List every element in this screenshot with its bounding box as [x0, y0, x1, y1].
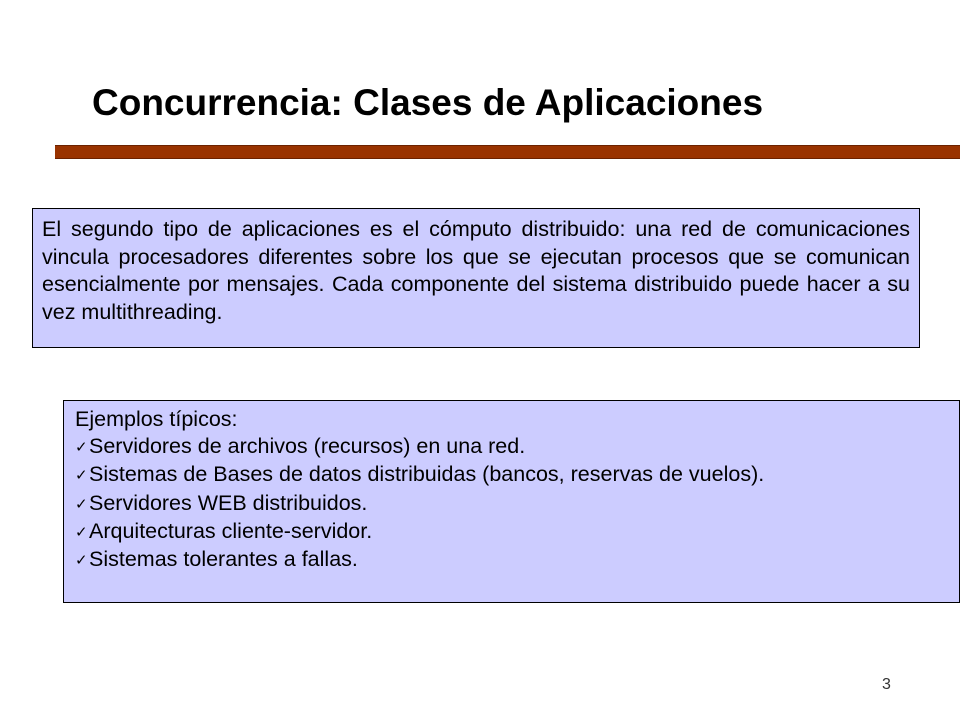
list-item-text: Sistemas de Bases de datos distribuidas (bancos, reservas de vuelos).	[89, 462, 765, 487]
intro-text-box	[32, 208, 920, 348]
checkmark-icon: ✓	[75, 523, 88, 541]
intro-paragraph: El segundo tipo de aplicaciones es el cómputo distribuido: una red de comunicaciones vincula procesadores diferentes sobre los que se ejecutan procesos que se comunican esencialmente por mensajes. Cada componente del sistema distribuido puede hacer a su vez multithreading.	[42, 217, 910, 324]
list-item	[75, 433, 951, 461]
list-item	[75, 518, 951, 546]
list-item-text: Arquitecturas cliente-servidor.	[89, 518, 373, 543]
checkmark-icon: ✓	[75, 495, 88, 513]
checkmark-icon: ✓	[75, 552, 88, 570]
list-item	[75, 490, 951, 518]
list-item	[75, 461, 951, 489]
page-number: 3	[882, 676, 891, 693]
list-item	[75, 546, 951, 574]
list-item-text: Servidores de archivos (recursos) en una red.	[89, 434, 526, 459]
list-item-text: Sistemas tolerantes a fallas.	[89, 547, 358, 572]
checkmark-icon: ✓	[75, 467, 88, 485]
slide-title: Concurrencia: Clases de Aplicaciones	[92, 82, 764, 123]
title-underline-bar	[55, 145, 960, 159]
list-item-text: Servidores WEB distribuidos.	[89, 490, 368, 515]
checkmark-icon: ✓	[75, 439, 88, 457]
examples-list	[75, 433, 951, 574]
examples-box	[63, 400, 960, 603]
examples-heading: Ejemplos típicos:	[75, 407, 238, 431]
